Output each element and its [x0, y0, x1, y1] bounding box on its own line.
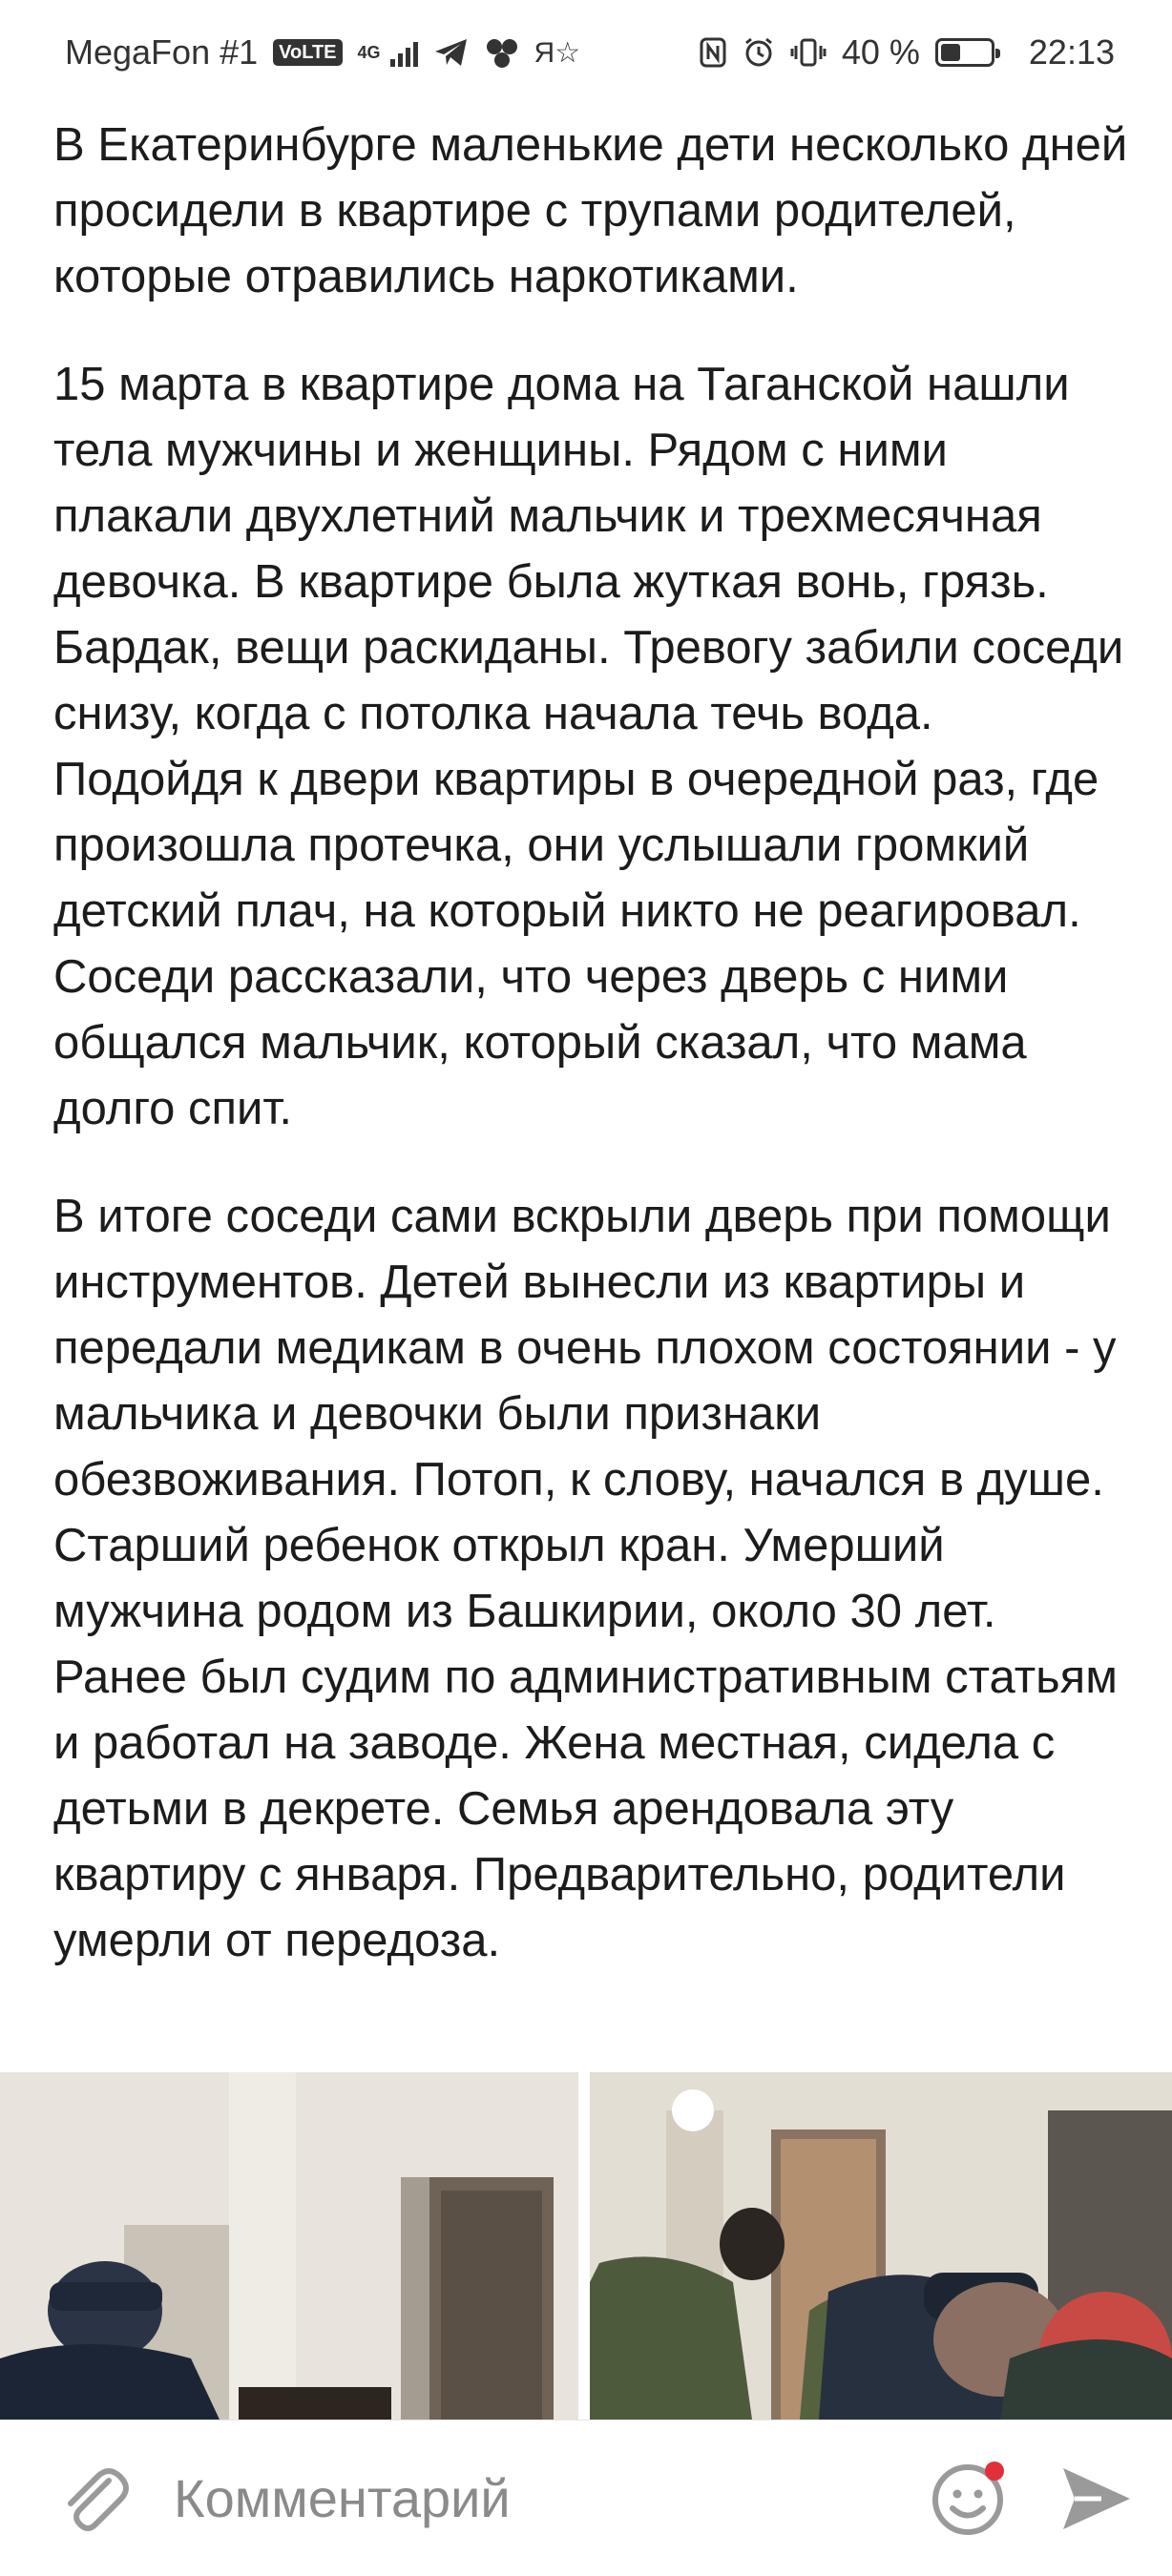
status-right	[699, 32, 1115, 73]
telegram-icon	[433, 36, 470, 69]
post-paragraph: В итоге соседи сами вскрыли дверь при помощи инструментов. Детей вынесли из квартиры и передали медикам в очень плохом состоянии - у мальчика и девочки были признаки обезвоживания. Потоп, к слову, начался в душе. Старший ребенок открыл кран. Умерший мужчина родом из Башкирии, около 30 лет. Ранее был судим по административным статьям и работал на заводе. Жена местная, сидела с детьми в декрете. Семья арендовала эту квартиру с января. Предварительно, родители умерли от передоза.	[53, 1191, 1118, 1966]
photo-police-hallway	[590, 2072, 1172, 2420]
paperclip-icon[interactable]	[53, 2458, 136, 2540]
photo-gallery	[0, 2072, 1172, 2420]
battery-icon	[935, 38, 994, 67]
comment-input[interactable]: Комментарий	[174, 2468, 511, 2528]
comment-bar	[0, 2420, 1172, 2576]
vibrate-icon	[790, 36, 827, 69]
status-bar	[0, 0, 1172, 105]
send-icon[interactable]	[1057, 2461, 1134, 2537]
status-left	[65, 32, 580, 73]
post-paragraph: В Екатеринбурге маленькие дети несколько дней просидели в квартире с трупами родителей, которые отравились наркотиками.	[53, 119, 1128, 302]
yandex-icon: Я☆	[534, 36, 581, 69]
clock: 22:13	[1028, 32, 1115, 72]
network-type: 4G	[357, 43, 381, 62]
carrier-name: MegaFon #1	[65, 32, 259, 72]
post-body	[53, 113, 1132, 2016]
nfc-icon	[699, 36, 727, 69]
battery-percent: 40 %	[841, 32, 920, 72]
photo-police-doorway	[0, 2072, 578, 2420]
post-photo[interactable]	[0, 2072, 578, 2420]
volte-badge: VoLTE	[273, 39, 342, 66]
post-photo[interactable]	[590, 2072, 1172, 2420]
signal-icon	[390, 38, 418, 67]
emoji-icon[interactable]	[928, 2456, 1014, 2542]
alarm-icon	[743, 36, 775, 69]
app-cluster-icon	[485, 36, 519, 69]
post-paragraph: 15 марта в квартире дома на Таганской нашли тела мужчины и женщины. Рядом с ними плакали двухлетний мальчик и трехмесячная девочка. В квартире была жуткая вонь, грязь. Бардак, вещи раскиданы. Тревогу забили соседи снизу, когда с потолка начала течь вода. Подойдя к двери квартиры в очередной раз, где произошла протечка, они услышали громкий детский плач, на который никто не реагировал. Соседи рассказали, что через дверь с ними общался мальчик, который сказал, что мама долго спит.	[53, 359, 1124, 1134]
